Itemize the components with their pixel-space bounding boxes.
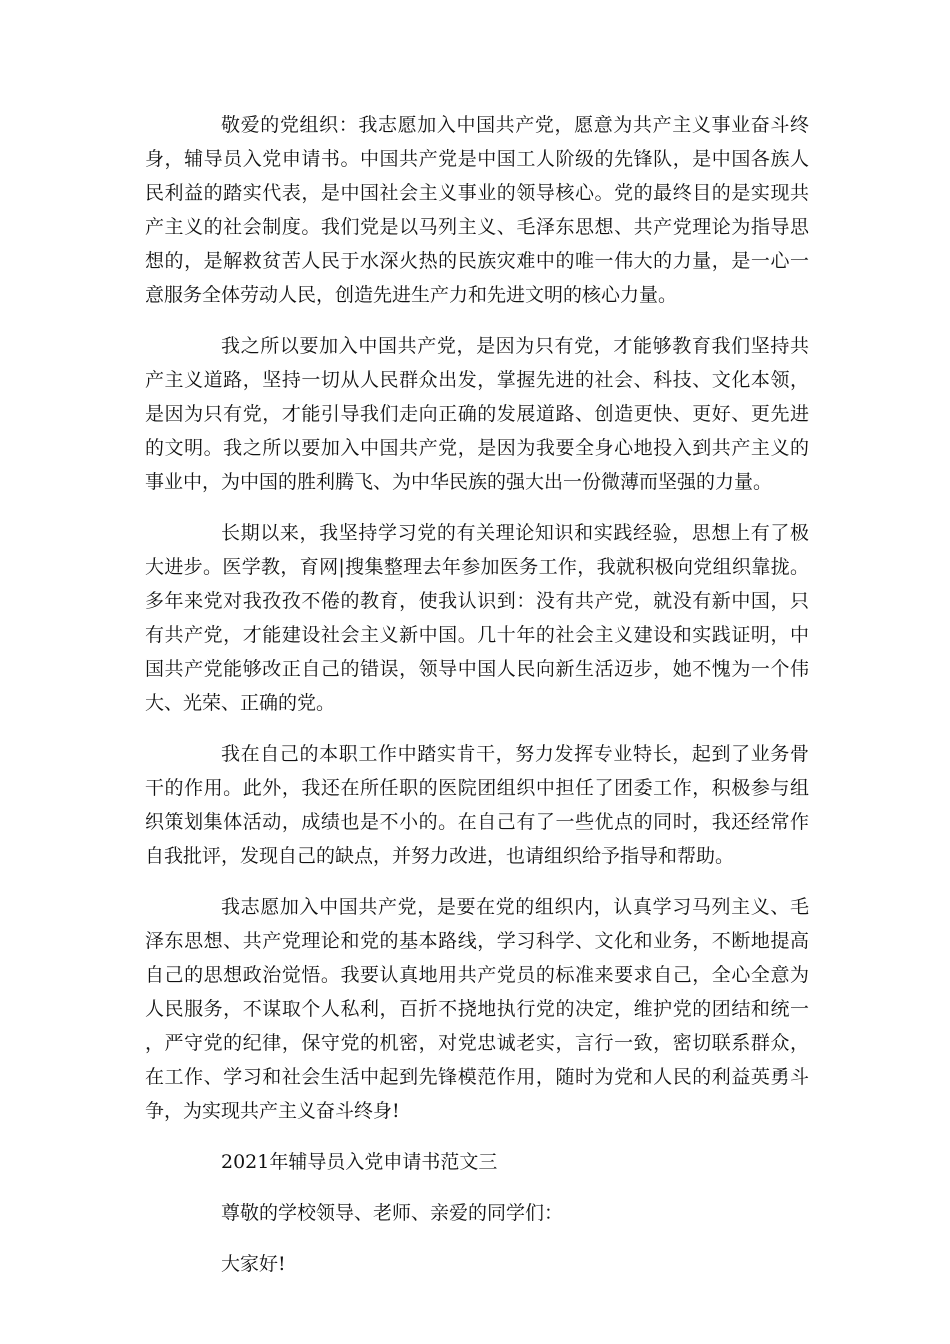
paragraph-4: 我在自己的本职工作中踏实肯干，努力发挥专业特长，起到了业务骨干的作用。此外，我还在所任职的医院团组织中担任了团委工作，积极参与组织策划集体活动，成绩也是不小的。在自己有了一些优点的同时，我还经常作自我批评，发现自己的缺点，并努力改进，也请组织给予指导和帮助。 <box>145 743 809 867</box>
paragraph-1: 敬爱的党组织：我志愿加入中国共产党，愿意为共产主义事业奋斗终身，辅导员入党申请书。中国共产党是中国工人阶级的先锋队，是中国各族人民利益的踏实代表，是中国社会主义事业的领导核心。党的最终目的是实现共产主义的社会制度。我们党是以马列主义、毛泽东思想、共产党理论为指导思想的，是解救贫苦人民于水深火热的民族灾难中的唯一伟大的力量，是一心一意服务全体劳动人民，创造先进生产力和先进文明的核心力量。 <box>145 114 809 306</box>
document-body <box>145 108 809 1298</box>
greeting: 大家好! <box>221 1253 286 1275</box>
paragraph-3: 长期以来，我坚持学习党的有关理论知识和实践经验，思想上有了极大进步。医学教，育网|搜集整理去年参加医务工作，我就积极向党组织靠拢。多年来党对我孜孜不倦的教育，使我认识到：没有共产党，就没有新中国，只有共产党，才能建设社会主义新中国。几十年的社会主义建设和实践证明，中国共产党能够改正自己的错误，领导中国人民向新生活迈步，她不愧为一个伟大、光荣、正确的党。 <box>145 522 809 714</box>
paragraph-2: 我之所以要加入中国共产党，是因为只有党，才能够教育我们坚持共产主义道路，坚持一切从人民群众出发，掌握先进的社会、科技、文化本领，是因为只有党，才能引导我们走向正确的发展道路、创造更快、更好、更先进的文明。我之所以要加入中国共产党，是因为我要全身心地投入到共产主义的事业中，为中国的胜利腾飞、为中华民族的强大出一份微薄而坚强的力量。 <box>145 335 809 493</box>
paragraph-5: 我志愿加入中国共产党，是要在党的组织内，认真学习马列主义、毛泽东思想、共产党理论和党的基本路线，学习科学、文化和业务，不断地提高自己的思想政治觉悟。我要认真地用共产党员的标准来要求自己，全心全意为人民服务，不谋取个人私利，百折不挠地执行党的决定，维护党的团结和统一，严守党的纪律，保守党的机密，对党忠诚老实，言行一致，密切联系群众，在工作、学习和社会生活中起到先锋模范作用，随时为党和人民的利益英勇斗争，为实现共产主义奋斗终身! <box>145 896 809 1122</box>
section-heading: 2021年辅导员入党申请书范文三 <box>221 1151 498 1173</box>
salutation: 尊敬的学校领导、老师、亲爱的同学们： <box>221 1202 564 1224</box>
